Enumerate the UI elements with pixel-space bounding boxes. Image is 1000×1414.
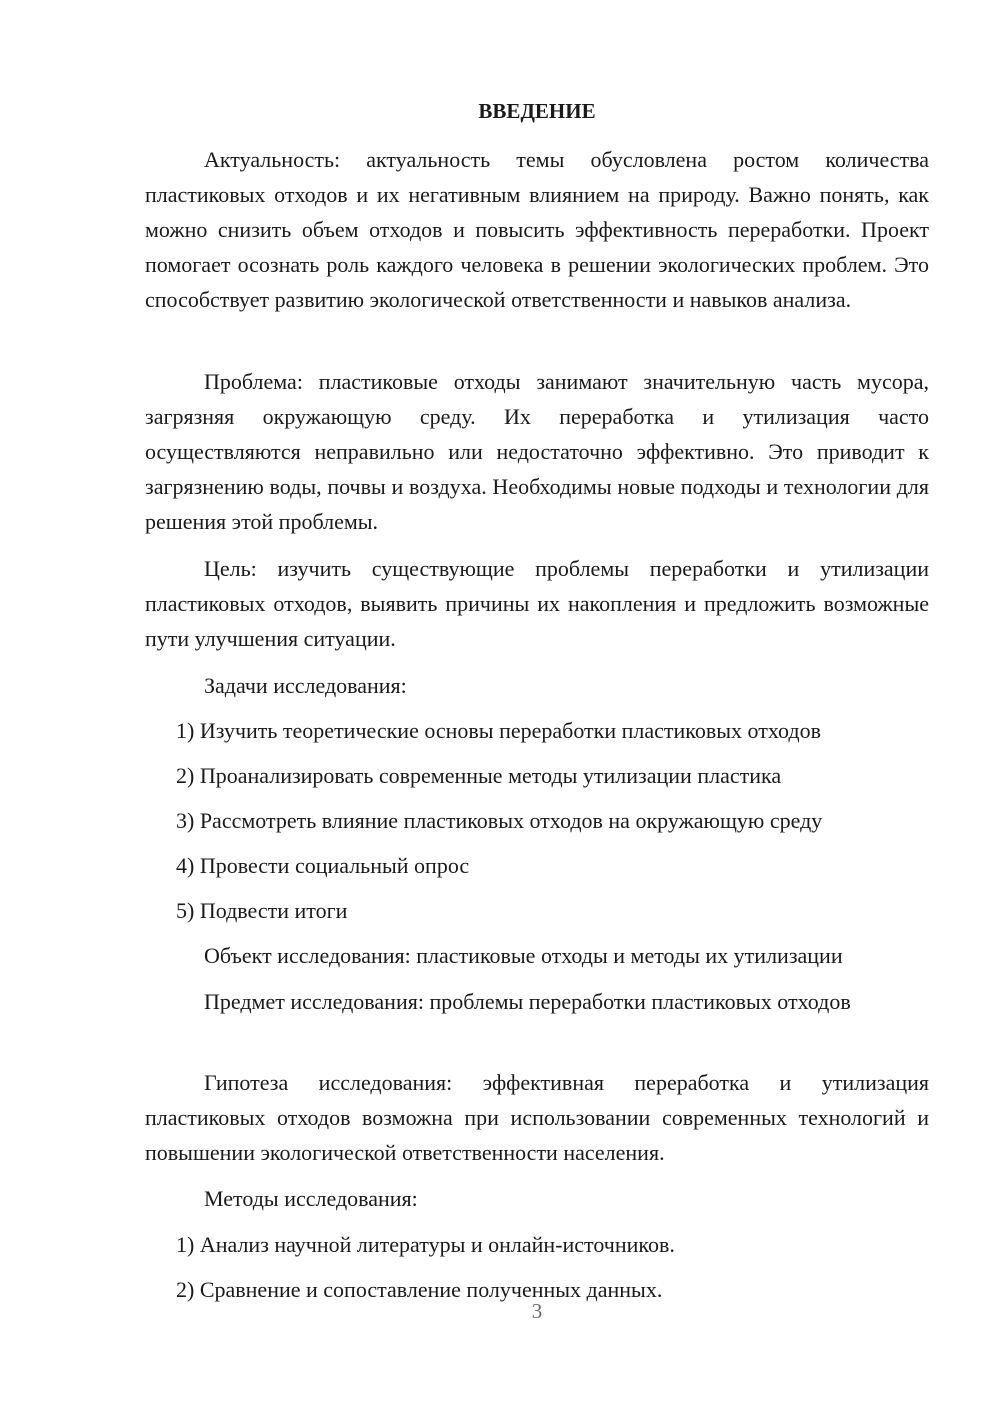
task-item-2: 2) Проанализировать современные методы утилизации пластика xyxy=(176,763,782,788)
subject-paragraph: Предмет исследования: проблемы переработки пластиковых отходов xyxy=(204,989,851,1014)
page-title: ВВЕДЕНИЕ xyxy=(478,99,596,123)
tasks-heading: Задачи исследования: xyxy=(204,673,407,698)
method-item-2: 2) Сравнение и сопоставление полученных данных. xyxy=(176,1277,663,1302)
relevance-paragraph: Актуальность: актуальность темы обусловлена ростом количества пластиковых отходов и их негативным влиянием на природу. Важно понять, как можно снизить объем отходов и повысить эффективность переработки. Проект помогает осознать роль каждого человека в решении экологических проблем. Это способствует развитию экологической ответственности и навыков анализа. xyxy=(145,147,929,312)
task-item-5: 5) Подвести итоги xyxy=(176,898,348,923)
task-item-1: 1) Изучить теоретические основы переработки пластиковых отходов xyxy=(176,718,821,743)
method-item-1: 1) Анализ научной литературы и онлайн-источников. xyxy=(176,1232,675,1257)
task-item-4: 4) Провести социальный опрос xyxy=(176,853,470,878)
methods-heading: Методы исследования: xyxy=(204,1186,418,1211)
page-number: 3 xyxy=(531,1299,543,1323)
object-paragraph: Объект исследования: пластиковые отходы и методы их утилизации xyxy=(204,943,843,968)
goal-paragraph: Цель: изучить существующие проблемы переработки и утилизации пластиковых отходов, выявить причины их накопления и предложить возможные пути улучшения ситуации. xyxy=(145,556,929,651)
hypothesis-paragraph: Гипотеза исследования: эффективная переработка и утилизация пластиковых отходов возможна при использовании современных технологий и повышении экологической ответственности населения. xyxy=(145,1070,929,1165)
problem-paragraph: Проблема: пластиковые отходы занимают значительную часть мусора, загрязняя окружающую среду. Их переработка и утилизация часто осуществляются неправильно или недостаточно эффективно. Это приводит к загрязнению воды, почвы и воздуха. Необходимы новые подходы и технологии для решения этой проблемы. xyxy=(145,369,929,534)
task-item-3: 3) Рассмотреть влияние пластиковых отходов на окружающую среду xyxy=(176,808,823,833)
